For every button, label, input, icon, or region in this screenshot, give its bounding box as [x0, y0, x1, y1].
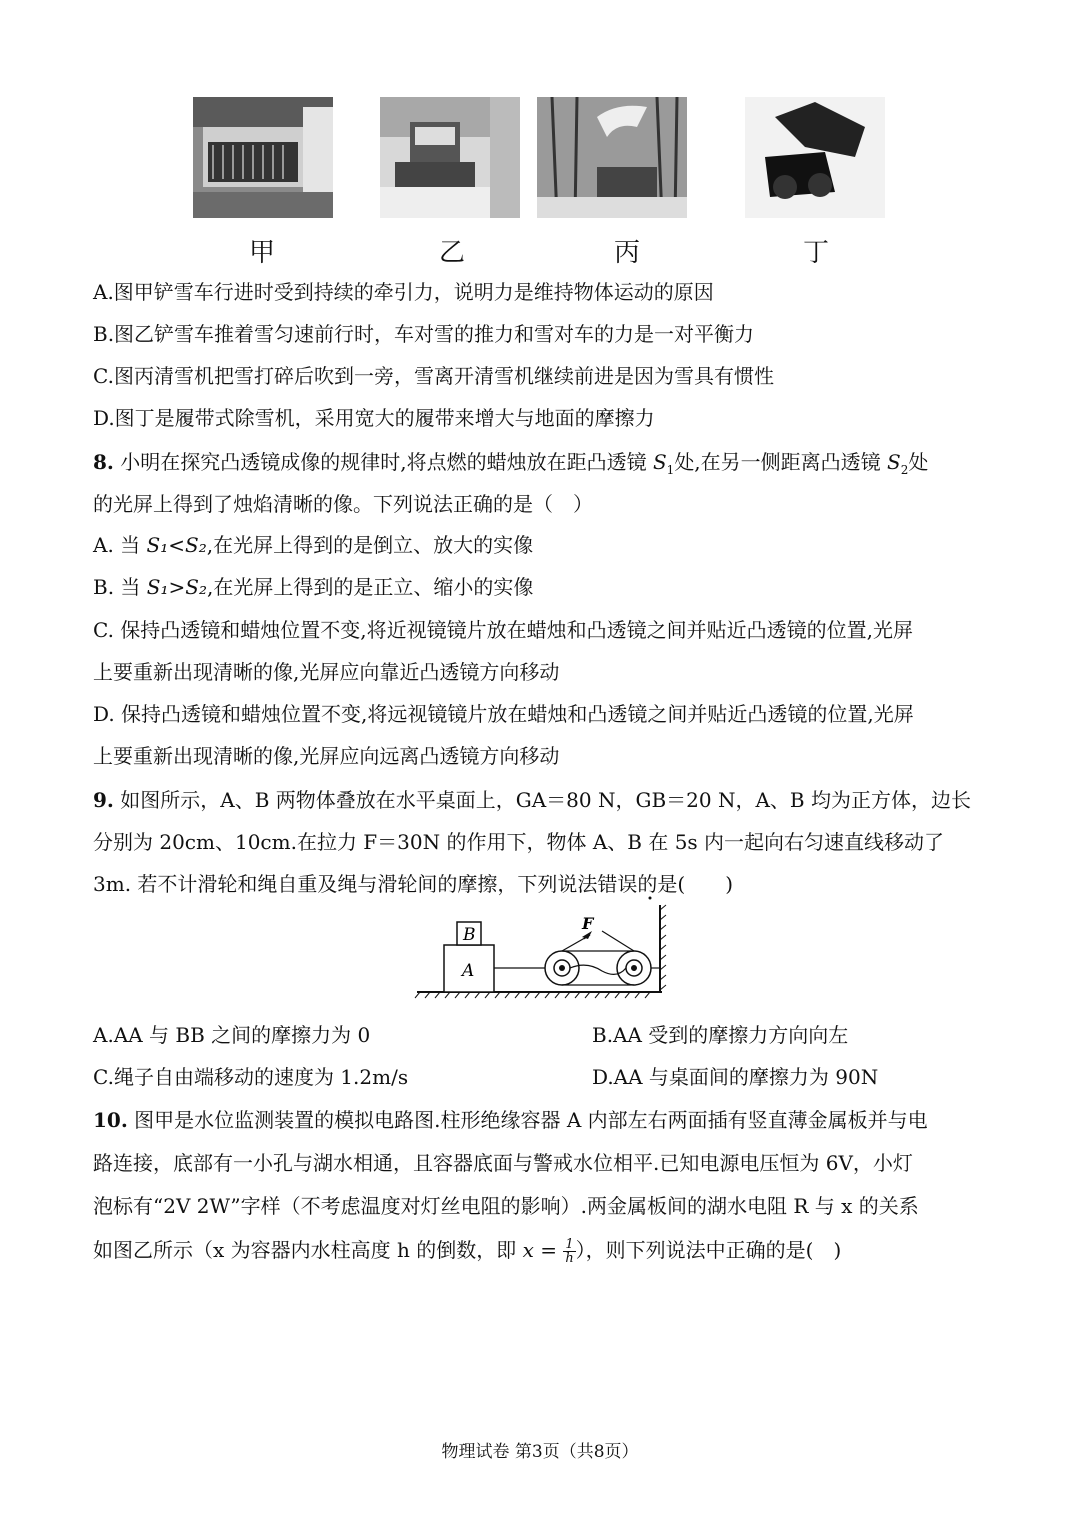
figure-label-bing: 丙: [613, 238, 640, 268]
q8-option-a-prefix: A. 当: [93, 533, 141, 557]
q10-stem-line1: [93, 1106, 928, 1134]
q8-option-d-line1: D. 保持凸透镜和蜡烛位置不变,将远视镜镜片放在蜡烛和凸透镜之间并贴近凸透镜的位置,光屏: [93, 702, 914, 726]
q8-option-b-text: ,在光屏上得到的是正立、缩小的实像: [206, 575, 534, 599]
q8-s1-sub: 1: [666, 463, 675, 477]
figure-label-jia: 甲: [248, 238, 275, 268]
q10-stem-text4a: 如图乙所示（x 为容器内水柱高度 h 的倒数，即: [93, 1238, 517, 1262]
q9-option-b: B.AA 受到的摩擦力方向向左: [592, 1023, 849, 1047]
q7-option-c: C.图丙清雪机把雪打碎后吹到一旁，雪离开清雪机继续前进是因为雪具有惯性: [93, 364, 774, 388]
q8-stem-part1: 小明在探究凸透镜成像的规律时,将点燃的蜡烛放在距凸透镜: [120, 450, 647, 474]
page-footer: 物理试卷 第3页（共8页）: [441, 1442, 639, 1462]
q8-option-d-line2: 上要重新出现清晰的像,光屏应向远离凸透镜方向移动: [93, 744, 560, 768]
q8-option-a-text: ,在光屏上得到的是倒立、放大的实像: [206, 533, 534, 557]
q7-option-a: A.图甲铲雪车行进时受到持续的牵引力，说明力是维持物体运动的原因: [93, 280, 714, 304]
q9-stem-line1: [93, 786, 971, 814]
q9-stem-line3: 3m. 若不计滑轮和绳自重及绳与滑轮间的摩擦，下列说法错误的是( ): [93, 872, 734, 896]
q7-option-b: B.图乙铲雪车推着雪匀速前行时，车对雪的推力和雪对车的力是一对平衡力: [93, 322, 755, 346]
q10-number: 10.: [93, 1108, 128, 1132]
q10-stem-text4b: ），则下列说法中正确的是( ): [575, 1238, 842, 1262]
q8-option-a: [93, 531, 533, 559]
q10-stem-text1: 图甲是水位监测装置的模拟电路图.柱形绝缘容器 A 内部左右两面插有竖直薄金属板并与电: [134, 1108, 928, 1132]
photo-bing: [537, 97, 687, 218]
q8-s2: S: [887, 450, 901, 474]
q9-figure-label-f: F: [582, 914, 594, 933]
q8-stem-line2: 的光屏上得到了烛焰清晰的像。下列说法正确的是（ ）: [93, 492, 593, 516]
photo-yi: [380, 97, 520, 218]
q7-option-d: D.图丁是履带式除雪机，采用宽大的履带来增大与地面的摩擦力: [93, 406, 655, 430]
q9-option-c: C.绳子自由端移动的速度为 1.2m/s: [93, 1065, 409, 1089]
q8-number: 8.: [93, 450, 114, 474]
q9-figure-label-b: B: [463, 925, 476, 945]
q9-number: 9.: [93, 788, 114, 812]
q9-stem-line2: 分别为 20cm、10cm.在拉力 F＝30N 的作用下，物体 A、B 在 5s 内一起向右匀速直线移动了: [93, 830, 945, 854]
figure-label-ding: 丁: [802, 238, 829, 268]
q9-pulley-diagram: [412, 895, 672, 1000]
q8-option-c-line2: 上要重新出现清晰的像,光屏应向靠近凸透镜方向移动: [93, 660, 560, 684]
q8-s1: S: [652, 450, 667, 474]
q8-option-b: [93, 573, 533, 601]
q9-option-a: A.AA 与 BB 之间的摩擦力为 0: [93, 1023, 371, 1047]
q10-fraction-denominator: h: [565, 1251, 574, 1266]
q8-stem-part2: 处,在另一侧距离凸透镜: [674, 450, 881, 474]
q9-stem-text1: 如图所示，A、B 两物体叠放在水平桌面上，GA＝80 N，GB＝20 N，A、B 均为正方体，边长: [120, 788, 971, 812]
q8-s2-sub: 2: [900, 463, 909, 477]
figure-label-yi: 乙: [438, 238, 465, 268]
q8-option-c-line1: C. 保持凸透镜和蜡烛位置不变,将近视镜镜片放在蜡烛和凸透镜之间并贴近凸透镜的位置,光屏: [93, 618, 914, 642]
q9-option-d: D.AA 与桌面间的摩擦力为 90N: [592, 1065, 879, 1089]
q10-stem-line2: 路连接，底部有一小孔与湖水相通，且容器底面与警戒水位相平.已知电源电压恒为 6V，小灯: [93, 1151, 913, 1175]
photo-ding: [745, 97, 885, 218]
q8-option-b-prefix: B. 当: [93, 575, 141, 599]
q10-stem-line3: 泡标有“2V 2W”字样（不考虑温度对灯丝电阻的影响）.两金属板间的湖水电阻 R 与 x 的关系: [93, 1194, 919, 1218]
q8-option-a-condition: S₁<S₂: [146, 533, 207, 557]
q10-formula-fraction: [563, 1238, 575, 1265]
q8-option-b-condition: S₁>S₂: [146, 575, 207, 599]
q10-formula-x: x =: [522, 1238, 557, 1262]
q10-stem-line4: [93, 1236, 841, 1265]
q8-stem-part3: 处: [908, 450, 929, 474]
q8-stem-line1: [93, 448, 928, 484]
q10-fraction-numerator: 1: [565, 1237, 574, 1252]
photo-jia: [193, 97, 333, 218]
q9-figure-label-a: A: [462, 961, 475, 981]
